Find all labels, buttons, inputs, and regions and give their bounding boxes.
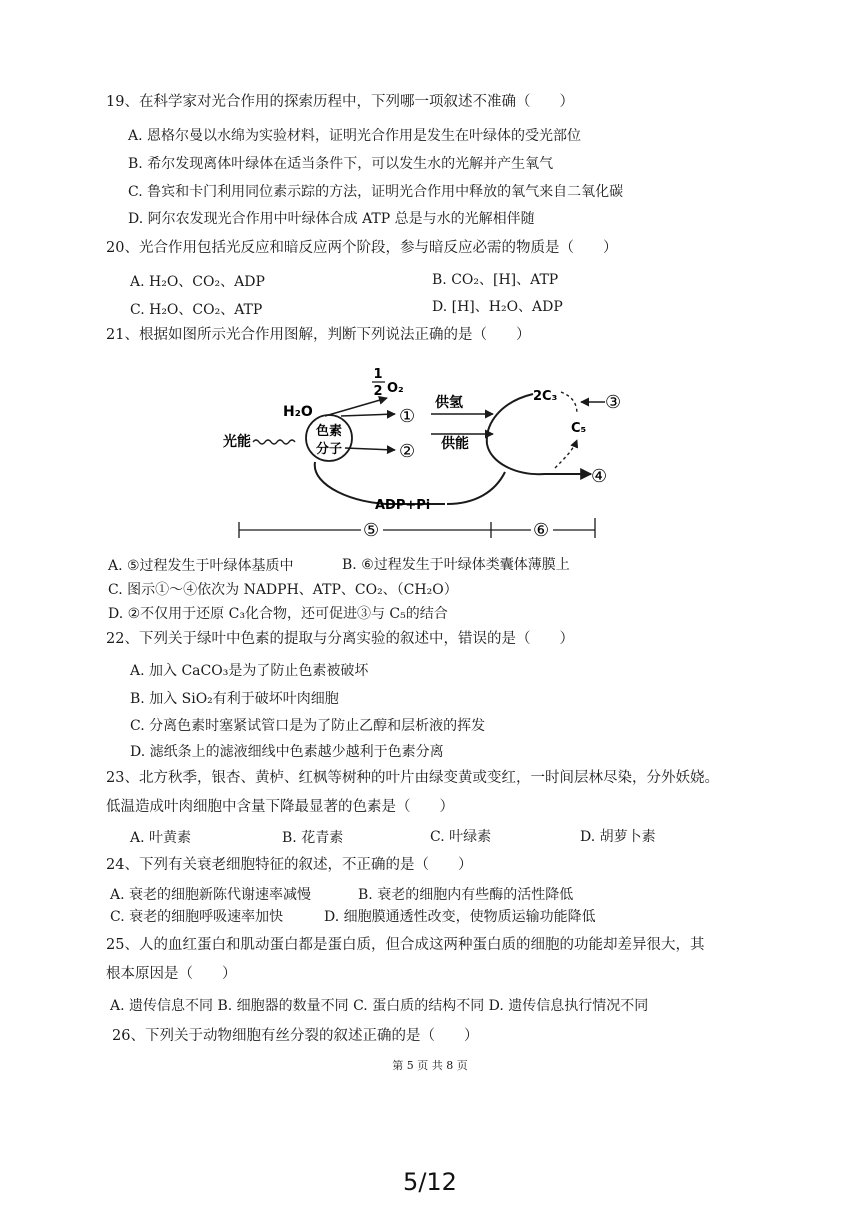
label-5: ⑤ bbox=[363, 520, 380, 541]
q20-option-a: A. H₂O、CO₂、ADP bbox=[130, 274, 265, 290]
q22-option-b: B. 加入 SiO₂有利于破坏叶肉细胞 bbox=[130, 691, 339, 707]
q24-option-a: A. 衰老的细胞新陈代谢速率减慢 bbox=[110, 887, 312, 903]
adp-loop-right bbox=[447, 472, 505, 504]
q20-stem: 20、光合作用包括光反应和暗反应两个阶段，参与暗反应必需的物质是（ ） bbox=[106, 240, 618, 256]
c5-label: C₅ bbox=[571, 421, 587, 436]
arrow-c5-dashed bbox=[555, 440, 577, 468]
q21-option-a: A. ⑤过程发生于叶绿体基质中 bbox=[108, 558, 294, 574]
2c3-label: 2C₃ bbox=[533, 389, 558, 404]
arrow-c3-to-c5 bbox=[561, 392, 577, 414]
q19-option-a: A. 恩格尔曼以水绵为实验材料，证明光合作用是发生在叶绿体的受光部位 bbox=[128, 128, 582, 144]
q25-stem-line1: 25、人的血红蛋白和肌动蛋白都是蛋白质，但合成这两种蛋白质的细胞的功能却差异很大，其 bbox=[106, 937, 705, 953]
label-6: ⑥ bbox=[533, 520, 550, 541]
q20-option-c: C. H₂O、CO₂、ATP bbox=[130, 302, 263, 318]
q25-stem-line2: 根本原因是（ ） bbox=[106, 966, 237, 982]
q22-option-a: A. 加入 CaCO₃是为了防止色素被破坏 bbox=[130, 663, 369, 679]
h2o-label: H₂O bbox=[283, 404, 313, 420]
q23-stem-line2: 低温造成叶肉细胞中含量下降最显著的色素是（ ） bbox=[106, 799, 454, 815]
q23-option-d: D. 胡萝卜素 bbox=[580, 829, 656, 845]
page-indicator: 5/12 bbox=[403, 1168, 457, 1196]
q21-option-b: B. ⑥过程发生于叶绿体类囊体薄膜上 bbox=[342, 557, 570, 573]
diagram-half-numerator: 1 bbox=[373, 367, 383, 382]
q24-stem: 24、下列有关衰老细胞特征的叙述，不正确的是（ ） bbox=[106, 857, 473, 873]
q22-option-c: C. 分离色素时塞紧试管口是为了防止乙醇和层析液的挥发 bbox=[130, 718, 486, 734]
arrow-to-2 bbox=[345, 448, 395, 450]
q22-option-d: D. 滤纸条上的滤液细线中色素越少越利于色素分离 bbox=[130, 744, 444, 760]
label-4: ④ bbox=[591, 466, 608, 487]
light-energy-label: 光能 bbox=[223, 434, 251, 450]
q26-stem: 26、下列关于动物细胞有丝分裂的叙述正确的是（ ） bbox=[112, 1028, 479, 1044]
q19-option-d: D. 阿尔农发现光合作用中叶绿体合成 ATP 总是与水的光解相伴随 bbox=[128, 211, 535, 227]
pigment-label-bottom: 分子 bbox=[315, 442, 343, 457]
o2-label: O₂ bbox=[387, 381, 404, 396]
diagram-half-denominator: 2 bbox=[373, 384, 383, 399]
light-wave bbox=[253, 440, 295, 444]
q23-option-a: A. 叶黄素 bbox=[130, 830, 192, 846]
q24-option-c: C. 衰老的细胞呼吸速率加快 bbox=[110, 909, 284, 925]
arrow-to-o2 bbox=[325, 398, 387, 416]
q21-stem: 21、根据如图所示光合作用图解，判断下列说法正确的是（ ） bbox=[106, 327, 531, 343]
supply-hydrogen-label: 供氢 bbox=[435, 395, 463, 411]
label-2: ② bbox=[399, 441, 416, 462]
q19-stem: 19、在科学家对光合作用的探索历程中，下列哪一项叙述不准确（ ） bbox=[106, 94, 574, 110]
q25-options: A. 遗传信息不同 B. 细胞器的数量不同 C. 蛋白质的结构不同 D. 遗传信息执行情况不同 bbox=[110, 998, 649, 1014]
q24-option-b: B. 衰老的细胞内有些酶的活性降低 bbox=[358, 887, 574, 903]
label-1: ① bbox=[399, 406, 416, 427]
supply-energy-label: 供能 bbox=[441, 436, 469, 452]
photosynthesis-diagram bbox=[215, 362, 622, 546]
q23-option-b: B. 花青素 bbox=[282, 830, 344, 846]
q23-stem-line1: 23、北方秋季，银杏、黄栌、红枫等树种的叶片由绿变黄或变红，一时间层林尽染，分外妖娆。 bbox=[106, 770, 719, 786]
q20-option-b: B. CO₂、[H]、ATP bbox=[432, 272, 559, 288]
q22-stem: 22、下列关于绿叶中色素的提取与分离实验的叙述中，错误的是（ ） bbox=[106, 631, 574, 647]
adp-pi-label: ADP+Pi bbox=[375, 498, 431, 513]
q19-option-c: C. 鲁宾和卡门利用同位素示踪的方法，证明光合作用中释放的氧气来自二氧化碳 bbox=[128, 184, 624, 200]
pigment-label-top: 色素 bbox=[315, 424, 343, 439]
q21-option-d: D. ②不仅用于还原 C₃化合物，还可促进③与 C₅的结合 bbox=[108, 606, 448, 622]
q23-option-c: C. 叶绿素 bbox=[430, 829, 492, 845]
arrow-to-1 bbox=[341, 414, 395, 416]
label-3: ③ bbox=[605, 392, 622, 413]
q24-option-d: D. 细胞膜通透性改变，使物质运输功能降低 bbox=[324, 909, 596, 925]
q20-option-d: D. [H]、H₂O、ADP bbox=[432, 299, 563, 315]
q19-option-b: B. 希尔发现离体叶绿体在适当条件下，可以发生水的光解并产生氧气 bbox=[128, 156, 554, 172]
q21-option-c: C. 图示①～④依次为 NADPH、ATP、CO₂、（CH₂O） bbox=[108, 582, 458, 598]
page-footer: 第 5 页 共 8 页 bbox=[392, 1059, 468, 1072]
